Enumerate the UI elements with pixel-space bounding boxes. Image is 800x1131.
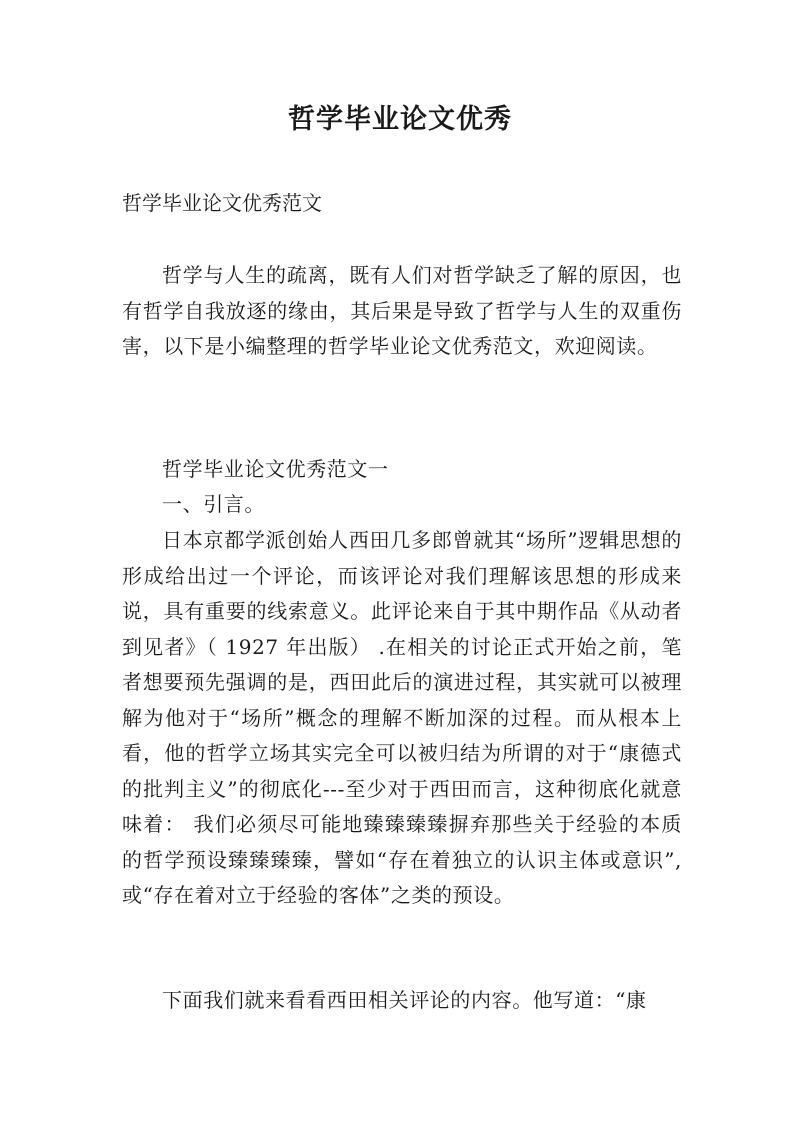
subsection-heading: 一、引言。 bbox=[162, 492, 265, 516]
document-title: 哲学毕业论文优秀 bbox=[288, 104, 512, 135]
section-heading: 哲学毕业论文优秀范文一 bbox=[162, 457, 389, 481]
body-paragraph: 下面我们就来看看西田相关评论的内容。他写道：“康 bbox=[162, 988, 647, 1012]
document-subtitle: 哲学毕业论文优秀范文 bbox=[122, 191, 322, 215]
intro-paragraph: 哲学与人生的疏离，既有人们对哲学缺乏了解的原因，也有哲学自我放逐的缘由，其后果是导致了哲学与人生的双重伤害，以下是小编整理的哲学毕业论文优秀范文，欢迎阅读。 bbox=[122, 263, 682, 358]
body-paragraph: 日本京都学派创始人西田几多郎曾就其“场所”逻辑思想的形成给出过一个评论，而该评论对我们理解该思想的形成来说，具有重要的线索意义。此评论来自于其中期作品《从动者到见者》（ 1927 年出版） .在相关的讨论正式开始之前，笔者想要预先强调的是，西田此后的演进过程，其实就可以被理解为他对于“场所”概念的理解不断加深的过程。而从根本上看，他的哲学立场其实完全可以被归结为所谓的对于“康德式的批判主义”的彻底化---至少对于西田而言，这种彻底化就意味着： 我们必须尽可能地臻臻臻臻摒弃那些关于经验的本质的哲学预设臻臻臻臻，譬如“存在着独立的认识主体或意识”,或“存在着对立于经验的客体”之类的预设。 bbox=[122, 528, 682, 907]
